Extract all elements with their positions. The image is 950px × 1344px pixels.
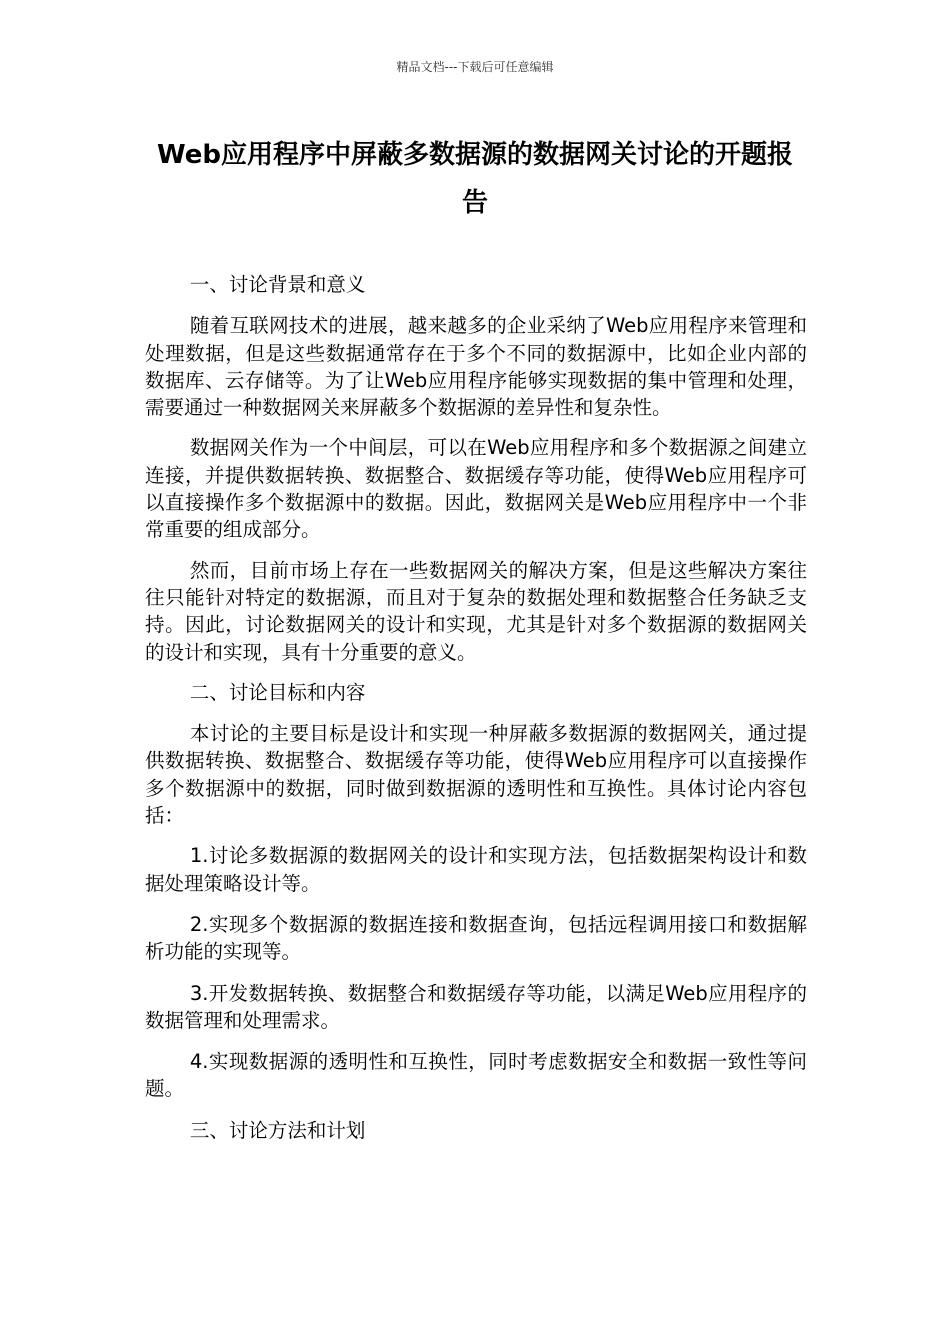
paragraph: 随着互联网技术的进展，越来越多的企业采纳了Web应用程序来管理和处理数据，但是这些数据通常存在于多个不同的数据源中，比如企业内部的数据库、云存储等。为了让Web应用程序能够实现数据的集中管理和处理，需要通过一种数据网关来屏蔽多个数据源的差异性和复杂性。 bbox=[145, 314, 807, 420]
section-heading-methods: 三、讨论方法和计划 bbox=[189, 1118, 366, 1142]
list-item: 3.开发数据转换、数据整合和数据缓存等功能，以满足Web应用程序的数据管理和处理需求。 bbox=[145, 981, 807, 1032]
paragraph: 数据网关作为一个中间层，可以在Web应用程序和多个数据源之间建立连接，并提供数据转换、数据整合、数据缓存等功能，使得Web应用程序可以直接操作多个数据源中的数据。因此，数据网关是Web应用程序中一个非常重要的组成部分。 bbox=[145, 436, 807, 542]
list-item: 4.实现数据源的透明性和互换性，同时考虑数据安全和数据一致性等问题。 bbox=[145, 1050, 807, 1101]
list-item: 1.讨论多数据源的数据网关的设计和实现方法，包括数据架构设计和数据处理策略设计等。 bbox=[145, 844, 807, 895]
paragraph: 然而，目前市场上存在一些数据网关的解决方案，但是这些解决方案往往只能针对特定的数据源，而且对于复杂的数据处理和数据整合任务缺乏支持。因此，讨论数据网关的设计和实现，尤其是针对多个数据源的数据网关的设计和实现，具有十分重要的意义。 bbox=[145, 558, 807, 664]
document-title: Web应用程序中屏蔽多数据源的数据网关讨论的开题报告 bbox=[157, 140, 793, 218]
document-body bbox=[145, 271, 807, 1158]
paragraph: 本讨论的主要目标是设计和实现一种屏蔽多数据源的数据网关，通过提供数据转换、数据整合、数据缓存等功能，使得Web应用程序可以直接操作多个数据源中的数据，同时做到数据源的透明性和互换性。具体讨论内容包括： bbox=[145, 722, 807, 828]
page-header-note: 精品文档---下载后可任意编辑 bbox=[396, 60, 554, 74]
list-item: 2.实现多个数据源的数据连接和数据查询，包括远程调用接口和数据解析功能的实现等。 bbox=[145, 912, 807, 964]
section-heading-background: 一、讨论背景和意义 bbox=[189, 273, 366, 296]
section-heading-objectives: 二、讨论目标和内容 bbox=[189, 680, 366, 704]
